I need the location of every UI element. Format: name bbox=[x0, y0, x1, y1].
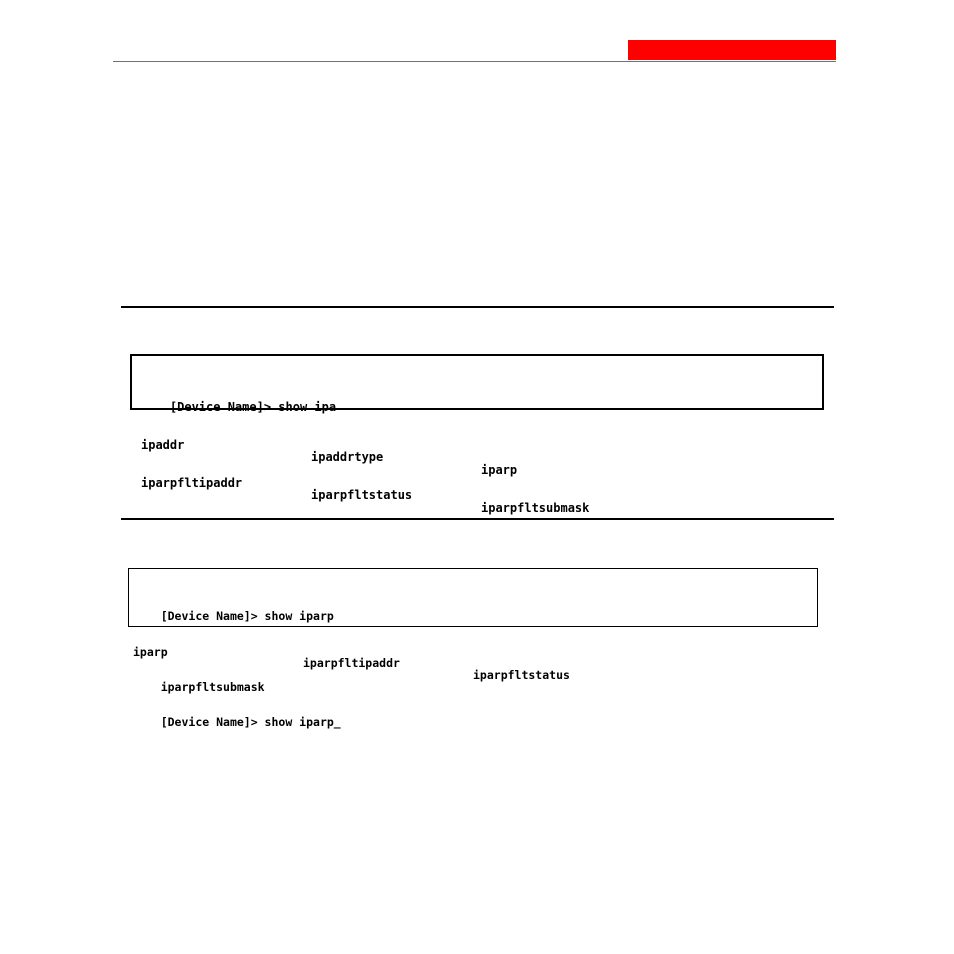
terminal-text: [Device Name]> show iparp bbox=[160, 609, 334, 624]
terminal-output-row bbox=[141, 426, 822, 477]
terminal-text: [Device Name]> show iparp_ bbox=[160, 714, 341, 729]
terminal-wrap-line bbox=[133, 670, 817, 694]
terminal-text: iparpfltipaddr bbox=[141, 475, 243, 490]
header-red-block bbox=[628, 40, 836, 60]
header-rule bbox=[113, 61, 836, 62]
terminal-text: iparpfltstatus bbox=[311, 488, 413, 502]
section-divider-1 bbox=[121, 306, 834, 308]
terminal-text: iparp bbox=[133, 644, 168, 659]
terminal-text: ipaddr bbox=[141, 437, 185, 452]
terminal-text: iparp bbox=[481, 462, 518, 477]
terminal-text: iparpfltsubmask bbox=[160, 679, 265, 694]
terminal-screenshot-1 bbox=[130, 354, 824, 515]
terminal-prompt-line bbox=[141, 388, 822, 414]
terminal-text: iparpfltsubmask bbox=[481, 500, 590, 515]
section-divider-2 bbox=[121, 518, 834, 520]
terminal-input-line bbox=[133, 705, 817, 729]
terminal-prompt-line bbox=[133, 600, 817, 624]
terminal-text: [Device Name]> show ipa bbox=[169, 399, 337, 414]
terminal-output-row bbox=[141, 464, 822, 515]
terminal-text: ipaddrtype bbox=[311, 450, 384, 464]
terminal-output-row bbox=[133, 635, 817, 683]
terminal-text: iparpfltipaddr bbox=[303, 656, 400, 671]
terminal-text: iparpfltstatus bbox=[473, 668, 570, 683]
terminal-screenshot-2 bbox=[128, 568, 818, 729]
